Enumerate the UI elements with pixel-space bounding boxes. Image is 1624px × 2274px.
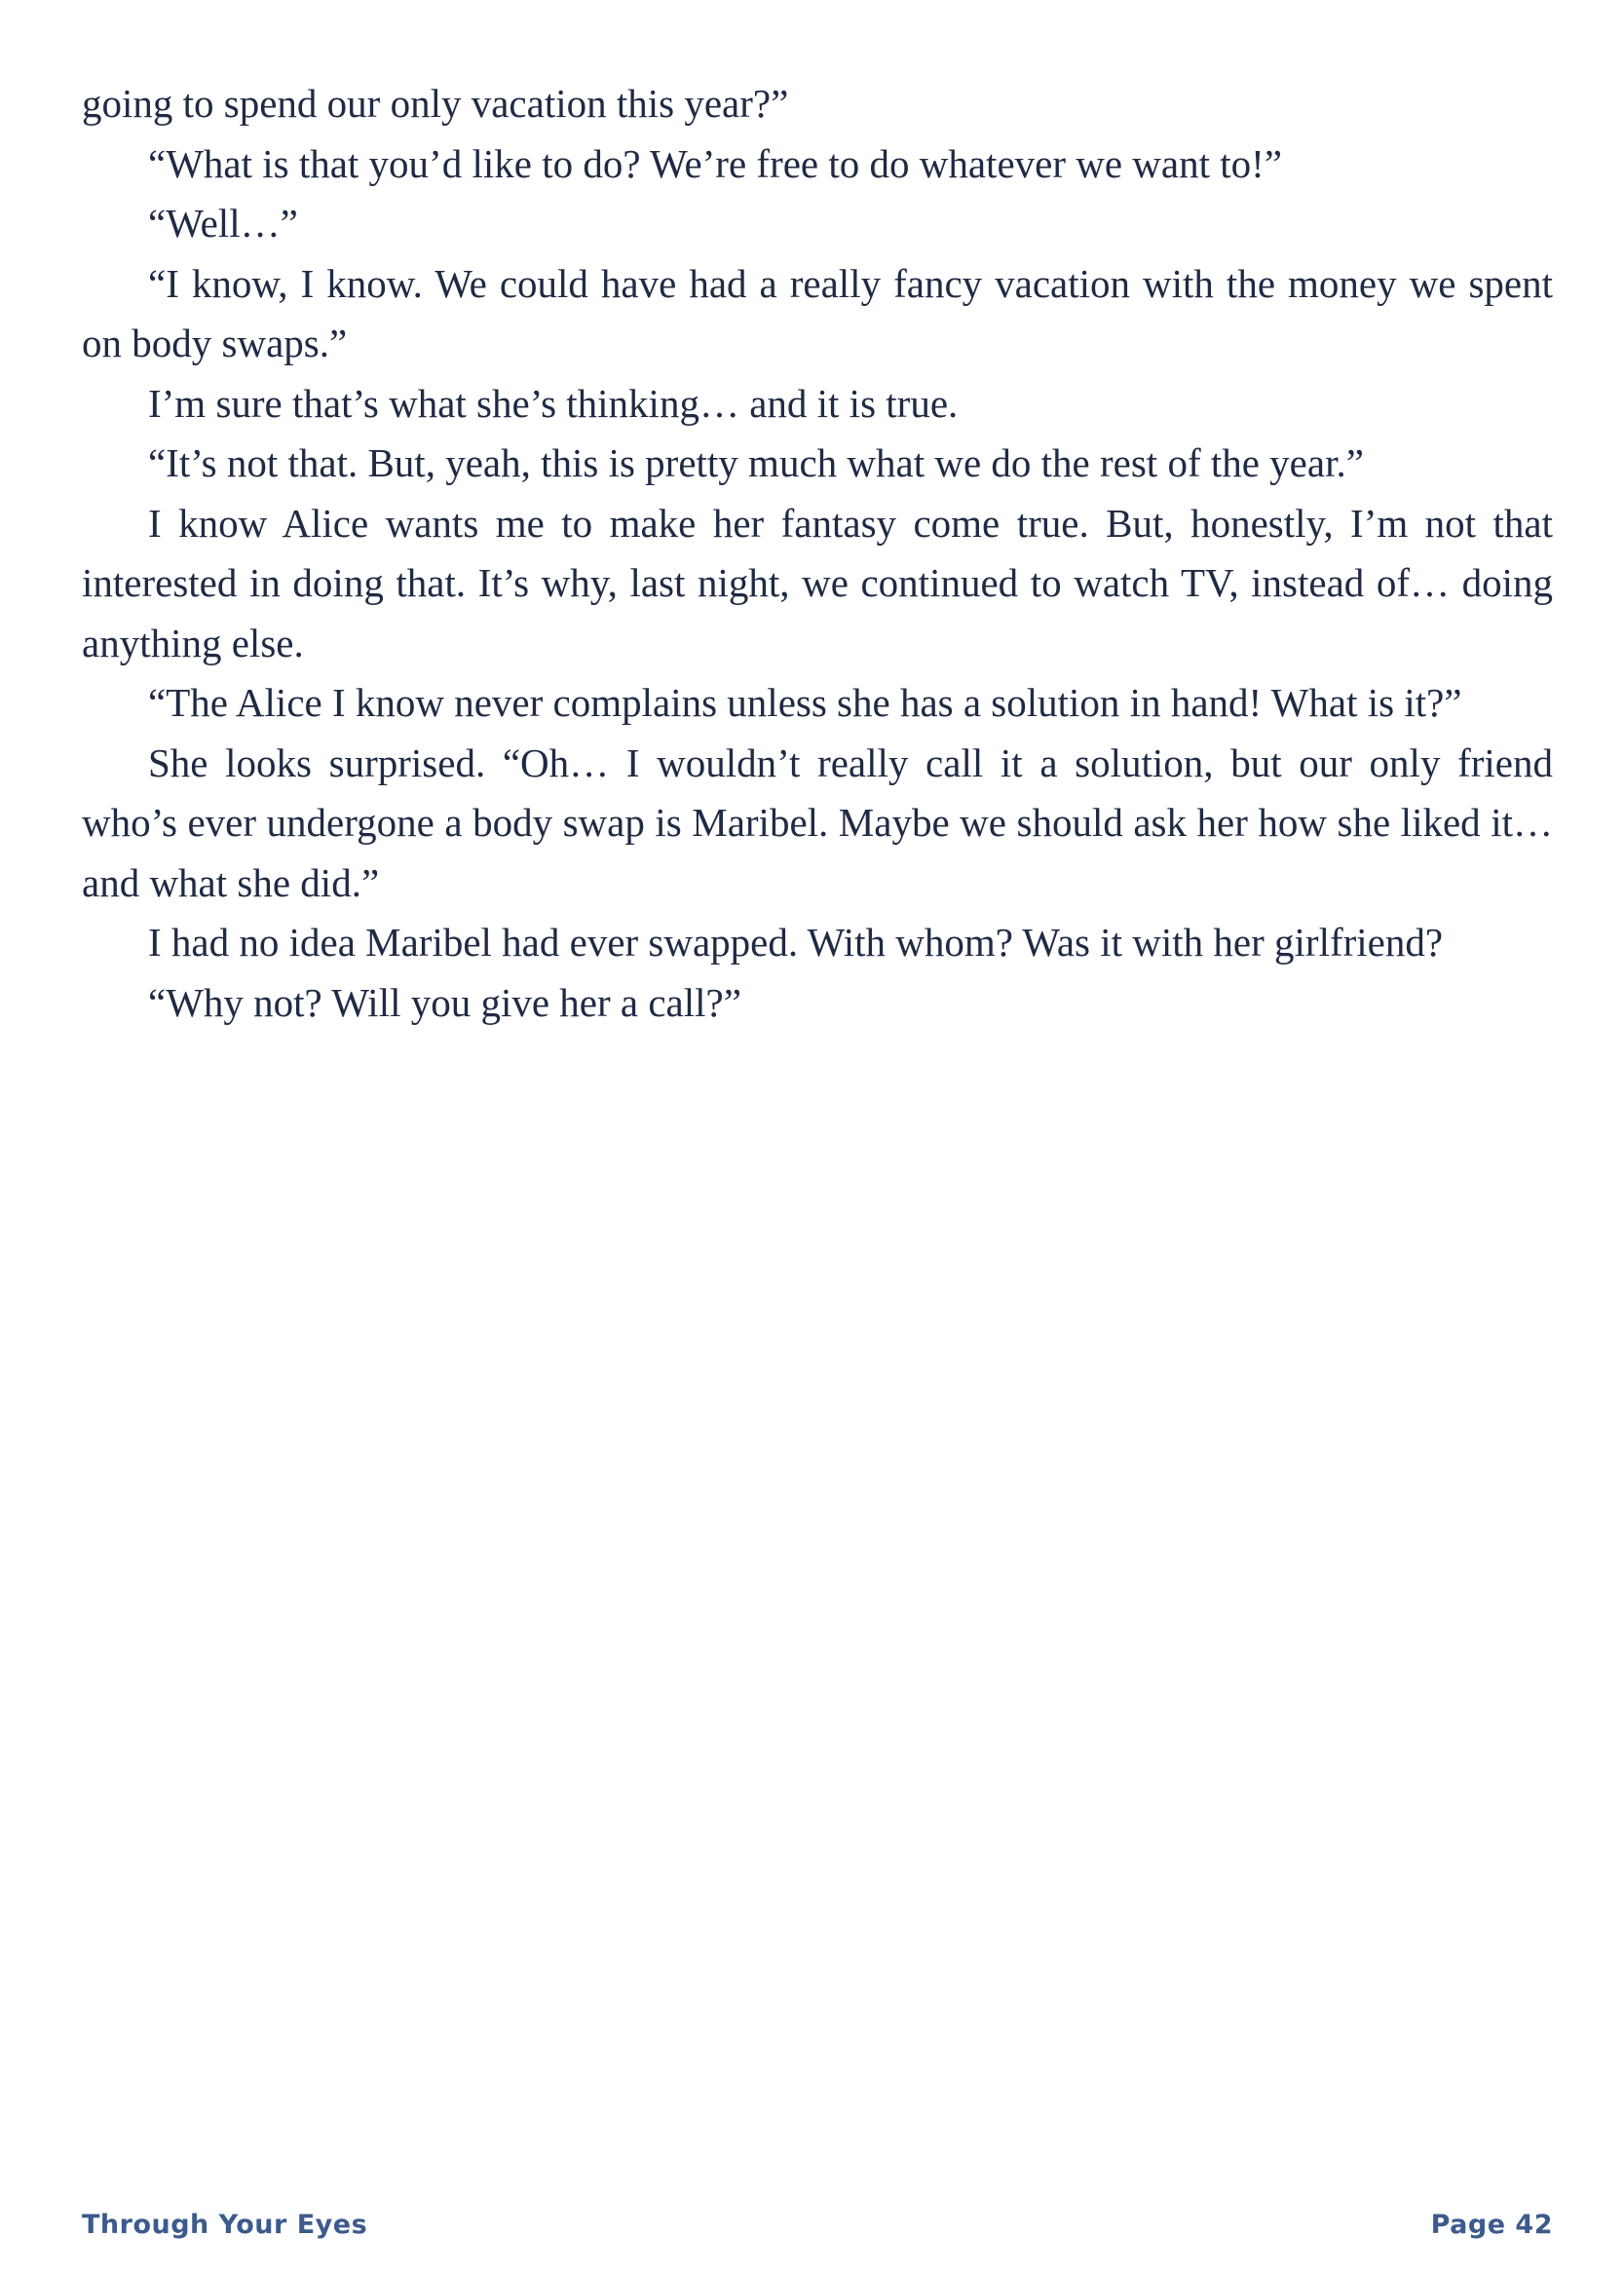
body-text [82, 74, 1553, 1033]
paragraph-6: “It’s not that. But, yeah, this is pretty much what we do the rest of the year.” [148, 440, 1364, 485]
footer-book-title: Through Your Eyes [82, 2210, 368, 2240]
paragraph-5: I’m sure that’s what she’s thinking… and it is true. [148, 380, 959, 426]
paragraph-1: going to spend our only vacation this year?” [82, 81, 789, 126]
paragraph-8: “The Alice I know never complains unless she has a solution in hand! What is it?” [148, 680, 1462, 725]
paragraph-10: I had no idea Maribel had ever swapped. With whom? Was it with her girlfriend? [148, 920, 1444, 965]
paragraph-7: I know Alice wants me to make her fantasy come true. But, honestly, I’m not that interested in doing that. It’s why, last night, we continued to watch TV, instead of… doing anything else. [82, 500, 1553, 665]
footer-page-number: Page 42 [1430, 2210, 1553, 2240]
paragraph-9: She looks surprised. “Oh… I wouldn’t really call it a solution, but our only friend who’s ever undergone a body swap is Maribel. Maybe we should ask her how she liked it… and what she did.” [82, 739, 1553, 905]
paragraph-4: “I know, I know. We could have had a really fancy vacation with the money we spent on body swaps.” [82, 260, 1553, 365]
paragraph-2: “What is that you’d like to do? We’re free to do whatever we want to!” [148, 140, 1282, 186]
paragraph-3: “Well…” [148, 201, 298, 246]
paragraph-11: “Why not? Will you give her a call?” [148, 979, 741, 1025]
